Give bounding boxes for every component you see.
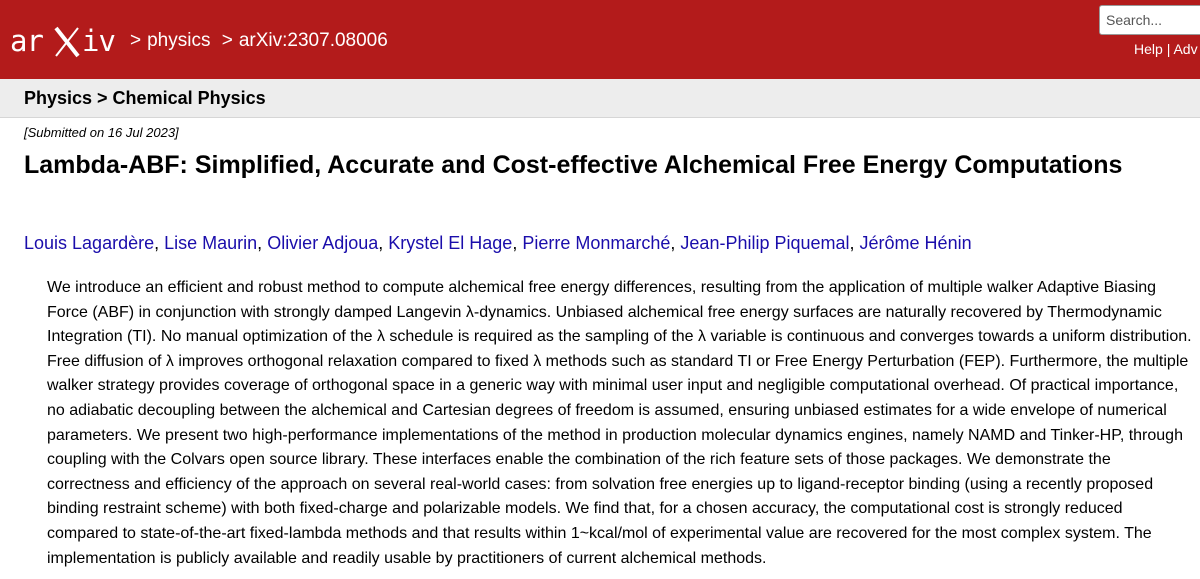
top-bar [0,0,1200,79]
author-link[interactable]: Olivier Adjoua [267,233,379,253]
author-link[interactable]: Lise Maurin [164,233,258,253]
top-links-separator: | [1166,41,1174,57]
breadcrumb [124,30,388,52]
author-link[interactable]: Pierre Monmarché [522,233,671,253]
author-link[interactable]: Jérôme Hénin [859,233,972,253]
subject-bar [0,79,1200,118]
search-input[interactable] [1099,5,1200,35]
breadcrumb-item-physics[interactable]: physics [147,30,211,51]
svg-text:iv: iv [82,24,115,58]
subject-title: Physics > Chemical Physics [24,88,266,108]
help-link[interactable]: Help [1134,41,1163,57]
author-link[interactable]: Jean-Philip Piquemal [680,233,850,253]
breadcrumb-item-paper-id: arXiv:2307.08006 [238,30,388,51]
top-links [1134,41,1198,57]
author-list: Louis Lagardère, Lise Maurin, Olivier Adjoua, Krystel El Hage, Pierre Monmarché, Jean-Philip Piquemal, Jérôme Hénin [24,233,972,253]
submission-date: [Submitted on 16 Jul 2023] [24,125,179,140]
abstract-text: We introduce an efficient and robust method to compute alchemical free energy differences, resulting from the application of multiple walker Adaptive Biasing Force (ABF) in conjunction with strongly damped Langevin λ-dynamics. Unbiased alchemical free energy surfaces are naturally recovered by Thermodynamic Integration (TI). No manual optimization of the λ schedule is required as the sampling of the λ variable is continuous and converges towards a uniform distribution. Free diffusion of λ improves orthogonal relaxation compared to fixed λ methods such as standard TI or Free Energy Perturbation (FEP). Furthermore, the multiple walker strategy provides coverage of orthogonal space in a generic way with minimal user input and negligible computational overhead. Of practical importance, no adiabatic decoupling between the alchemical and Cartesian degrees of freedom is assumed, ensuring unbiased estimates for a wide envelope of numerical parameters. We present two high-performance implementations of the method in production molecular dynamics engines, namely NAMD and Tinker-HP, through coupling with the Colvars open source library. These interfaces enable the combination of the rich feature sets of those packages. We demonstrate the correctness and efficiency of the approach on several real-world cases: from solvation free energies up to ligand-receptor binding (using a recently proposed binding restraint scheme) with both fixed-charge and polarizable models. We find that, for a chosen accuracy, the computational cost is strongly reduced compared to state-of-the-art fixed-lambda methods and that results within 1~kcal/mol of experimental value are recovered for the most complex system. The implementation is publicly available and readily usable by practitioners of current alchemical methods. [47,279,1192,567]
svg-text:ar: ar [10,24,43,58]
advanced-search-link[interactable]: Adv [1173,41,1198,57]
arxiv-logo-icon[interactable] [8,22,120,62]
paper-title: Lambda-ABF: Simplified, Accurate and Cost-effective Alchemical Free Energy Computations [24,151,1123,179]
author-link[interactable]: Louis Lagardère [24,233,155,253]
breadcrumb-separator: > [221,30,233,51]
author-link[interactable]: Krystel El Hage [388,233,513,253]
breadcrumb-separator: > [130,30,142,51]
